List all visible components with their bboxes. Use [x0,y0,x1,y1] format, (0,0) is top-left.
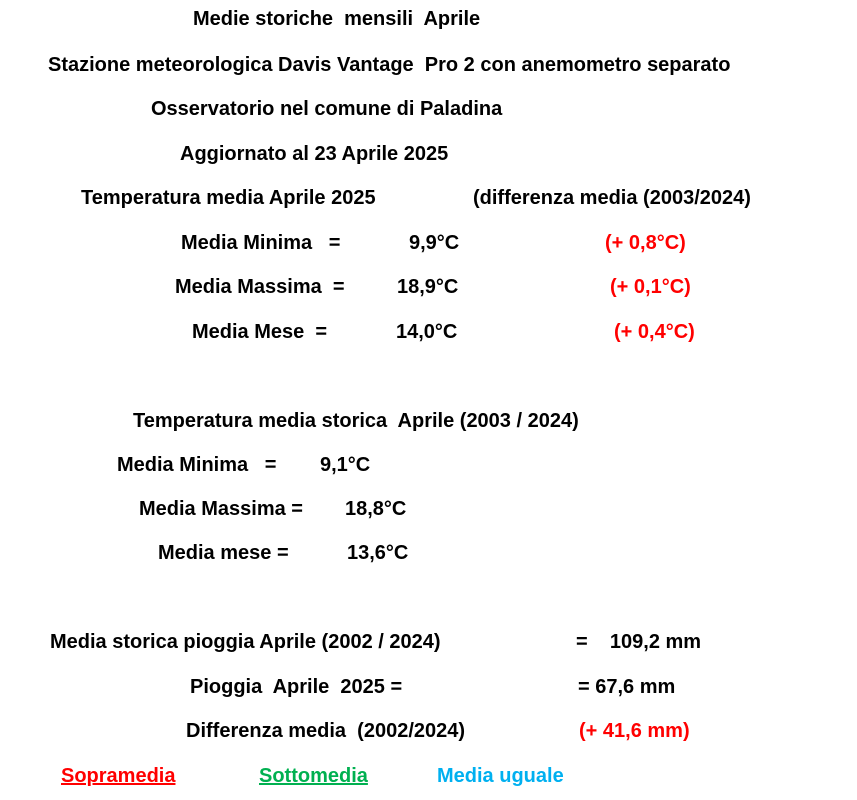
historical-temperature-heading: Temperatura media storica Aprile (2003 / 2024) [133,410,579,432]
rain-current-label: Pioggia Aprile 2025 = [190,676,403,698]
current-max-diff: (+ 0,1°C) [610,276,691,298]
current-min-diff: (+ 0,8°C) [605,232,686,254]
station-name: Stazione meteorologica Davis Vantage Pro 2 con anemometro separato [48,54,731,76]
page-title: Medie storiche mensili Aprile [193,8,481,30]
legend-below-average: Sottomedia [259,765,368,787]
rain-diff-label: Differenza media (2002/2024) [186,720,466,742]
current-min-label: Media Minima = [181,232,341,254]
update-date: Aggiornato al 23 Aprile 2025 [180,143,449,165]
current-max-value: 18,9°C [397,276,459,298]
rain-historical-value: = 109,2 mm [576,631,702,653]
current-month-diff: (+ 0,4°C) [614,321,695,343]
rain-historical-label: Media storica pioggia Aprile (2002 / 2024) [50,631,441,653]
historical-max-label: Media Massima = [139,498,303,520]
comparison-heading: (differenza media (2003/2024) [473,187,751,209]
rain-current-value: = 67,6 mm [578,676,676,698]
historical-month-value: 13,6°C [347,542,409,564]
current-month-value: 14,0°C [396,321,458,343]
current-max-label: Media Massima = [175,276,345,298]
current-min-value: 9,9°C [409,232,460,254]
historical-min-label: Media Minima = [117,454,277,476]
historical-month-label: Media mese = [158,542,289,564]
observatory-location: Osservatorio nel comune di Paladina [151,98,503,120]
legend-above-average: Sopramedia [61,765,176,787]
rain-diff-value: (+ 41,6 mm) [579,720,690,742]
historical-max-value: 18,8°C [345,498,407,520]
historical-min-value: 9,1°C [320,454,371,476]
current-temperature-heading: Temperatura media Aprile 2025 [81,187,376,209]
legend-equal-average: Media uguale [437,765,564,787]
current-month-label: Media Mese = [192,321,328,343]
